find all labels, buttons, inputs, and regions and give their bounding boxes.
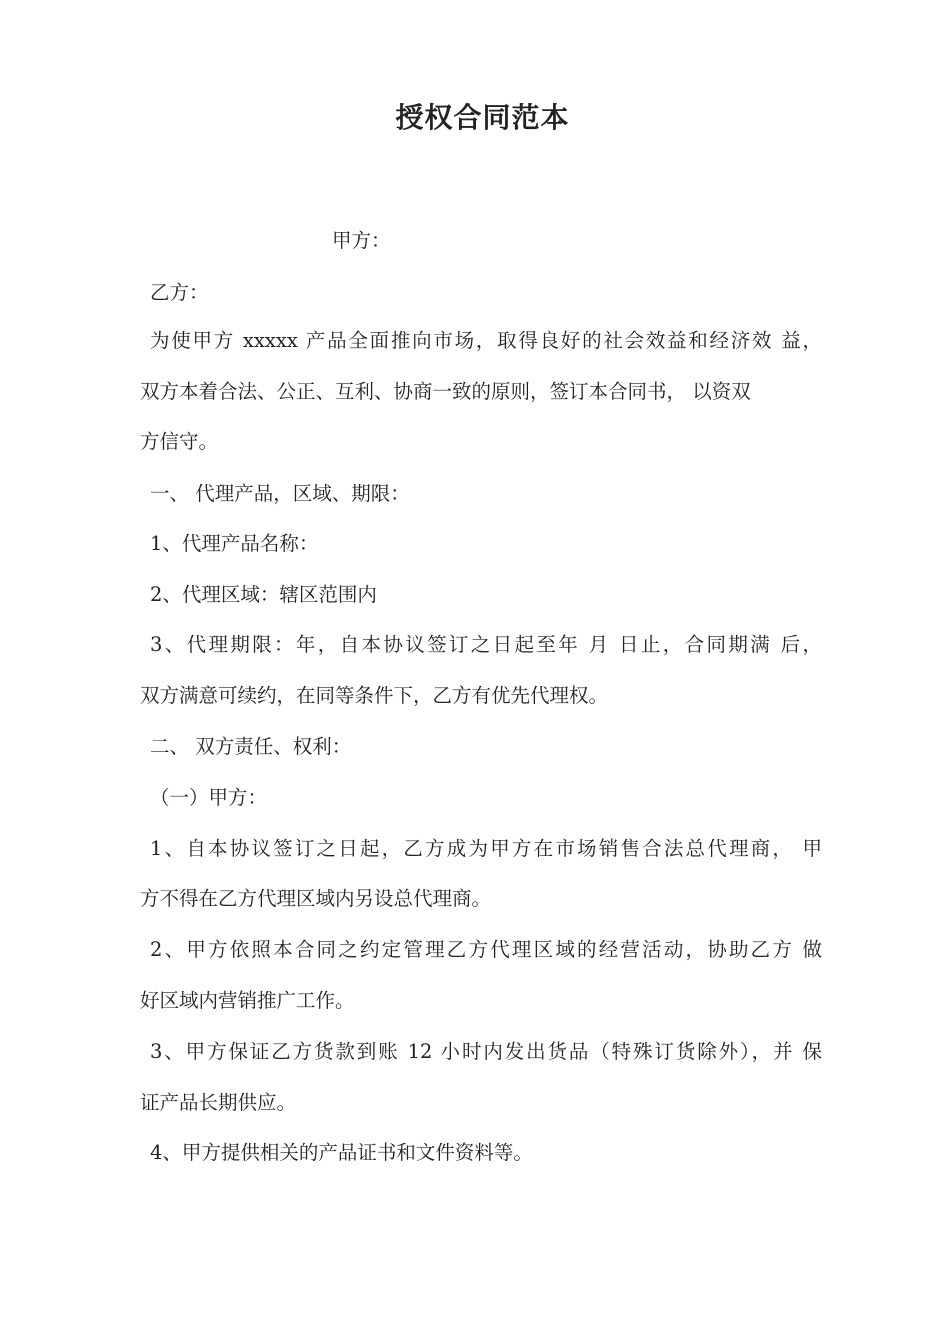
section-heading: 一、 代理产品，区域、期限： [150,482,410,505]
clause-line: 方不得在乙方代理区域内另设总代理商。 [140,887,492,910]
section-heading: 二、 双方责任、权利： [150,735,352,758]
clause-line: 2、甲方依照本合同之约定管理乙方代理区域的经营活动，协助乙方 做 [150,938,822,961]
preamble-line: 双方本着合法、公正、互利、协商一致的原则，签订本合同书， 以资双 [140,380,751,403]
clause-line: 1、代理产品名称： [150,532,319,555]
clause-line: 双方满意可续约，在同等条件下，乙方有优先代理权。 [140,684,609,707]
clause-line: 1、自本协议签订之日起，乙方成为甲方在市场销售合法总代理商， 甲 [150,837,822,860]
preamble-line: 为使甲方 xxxxx 产品全面推向市场，取得良好的社会效益和经济效 益， [150,329,822,352]
document-title: 授权合同范本 [395,101,570,134]
preamble-line: 方信守。 [140,430,219,453]
clause-line: 3、代理期限：年，自本协议签订之日起至年 月 日止，合同期满 后， [150,633,822,656]
clause-line: 证产品长期供应。 [140,1091,297,1114]
clause-line: 3、甲方保证乙方货款到账 12 小时内发出货品（特殊订货除外），并 保 [150,1040,822,1063]
party-b-line: 乙方： [150,281,209,304]
clause-line: 4、甲方提供相关的产品证书和文件资料等。 [150,1141,533,1164]
party-a-line: 甲方： [332,229,391,252]
subsection-heading: （一）甲方： [150,786,268,809]
clause-line: 好区域内营销推广工作。 [140,989,355,1012]
clause-line: 2、代理区域：辖区范围内 [150,583,377,606]
